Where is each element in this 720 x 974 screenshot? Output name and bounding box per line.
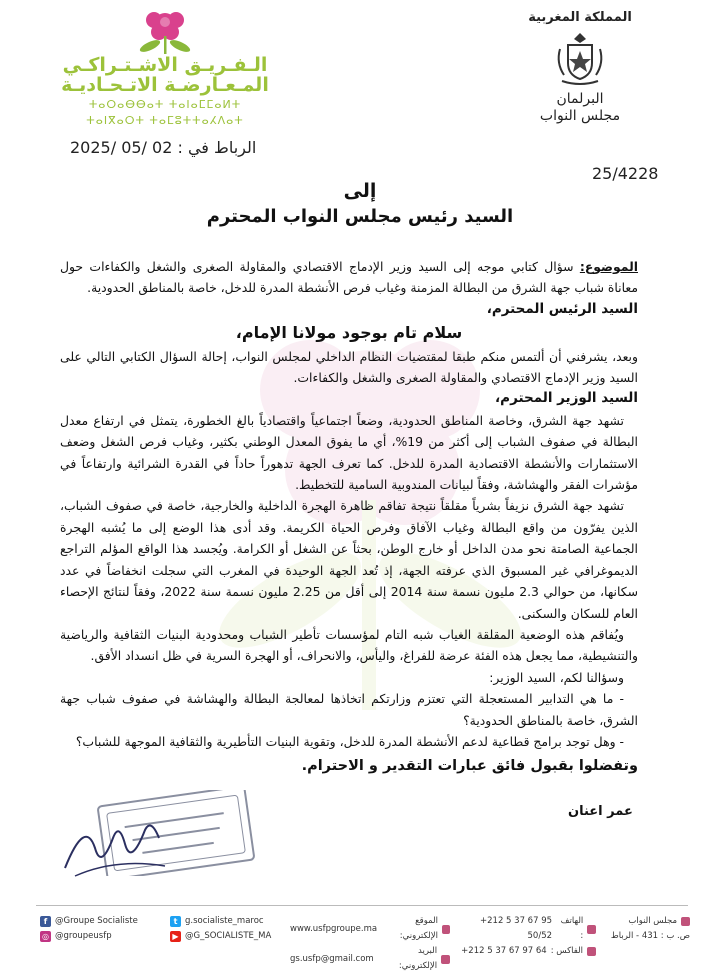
website-label: الموقع الإلكتروني: xyxy=(399,916,438,941)
twitter-icon: t xyxy=(170,916,181,927)
coat-of-arms-icon xyxy=(550,29,610,89)
footer-phone xyxy=(456,914,596,959)
fax-number: +212 5 37 67 97 64 xyxy=(461,946,547,956)
subject-paragraph xyxy=(60,256,638,299)
rose-icon xyxy=(130,8,200,54)
address-line-2: ص. ب : 431 - الرباط xyxy=(610,931,690,941)
social-youtube[interactable]: ▶ @G_SOCIALISTE_MA xyxy=(170,929,290,944)
question-1: - ما هي التدابير المستعجلة التي تعتزم وزارتكم اتخاذها لمعالجة البطالة والهشاشة في صفوف شباب جهة الشرق، خاصة بالمناطق الحدودية؟ xyxy=(60,691,638,728)
footer-social xyxy=(40,914,190,944)
party-tifinagh-1: ⵜⴰⵔⴰⴱⴱⴰⵜ ⵜⴰⵏⴰⵎⵎⴰⵍⵜ xyxy=(88,97,242,111)
youtube-icon: ▶ xyxy=(170,931,181,942)
facebook-icon: f xyxy=(40,916,51,927)
closing-line: وتفضلوا بقبول فائق عبارات التقدير و الاحترام. xyxy=(301,758,638,775)
signature-icon xyxy=(55,808,175,888)
parliament-name: البرلمان xyxy=(556,91,604,107)
date-prefix: الرباط في : xyxy=(177,138,257,157)
question-intro: وسؤالنا لكم، السيد الوزير: xyxy=(489,669,624,685)
question-2: - وهل توجد برامج قطاعية لدعم الأنشطة المدرة للدخل، وتقوية البنيات التأطيرية والثقافية الموجهة للشباب؟ xyxy=(75,733,624,749)
parliament-header xyxy=(520,10,640,125)
salutation-minister: السيد الوزير المحترم، xyxy=(495,390,638,407)
email-link[interactable]: gs.usfp@gmail.com xyxy=(290,953,374,964)
house-of-representatives-name: مجلس النواب xyxy=(539,107,621,124)
recipient: السيد رئيس مجلس النواب المحترم xyxy=(206,206,514,227)
salutation-president: السيد الرئيس المحترم، xyxy=(486,300,638,317)
party-subtitle: المـعـارضـة الاتـحـاديـة xyxy=(61,73,269,96)
salam-line: سلام تام بوجود مولانا الإمام، xyxy=(235,323,463,343)
footer-web xyxy=(290,914,450,974)
footer-social-2 xyxy=(170,914,290,944)
party-name: الـفـريـق الاشـتـراكـي xyxy=(62,54,268,76)
social-instagram[interactable]: ◎ @groupeusfp xyxy=(42,931,112,941)
subject-text: سؤال كتابي موجه إلى السيد وزير الإدماج الاقتصادي والمقاولة الصغرى والشغل والكفاءات حول معاناة شباب جهة الشرق من البطالة المزمنة وغياب فرص الأنشطة المدرة للدخل، خاصة بالمناطق الحدودية. xyxy=(60,259,638,296)
phone-label: الهاتف : xyxy=(560,916,584,941)
social-facebook[interactable]: f @Groupe Socialiste xyxy=(40,914,190,929)
fax-label: الفاكس : xyxy=(550,946,583,956)
reference-number: 25/4228 xyxy=(592,164,659,183)
location-icon xyxy=(681,917,690,926)
website-link[interactable]: www.usfpgroupe.ma xyxy=(290,923,378,934)
email-icon xyxy=(441,955,450,964)
phone-number: +212 5 37 67 95 50/52 xyxy=(480,916,553,941)
subject-label: الموضوع: xyxy=(579,259,638,274)
to-label: إلى xyxy=(343,180,377,202)
signer-name: عمر اعنان xyxy=(568,804,633,819)
paragraph-1: تشهد جهة الشرق، وخاصة المناطق الحدودية، وضعاً اجتماعياً واقتصادياً بالغ الخطورة، يتمثل في ارتفاع معدل البطالة في صفوف الشباب إلى أكثر من 19%، أي ما يفوق المعدل الوطني بكثير، وغياب فرص الشغل وضعف الاستثمارات والأنشطة الاقتصادية المدرة للدخل. كما تعرف الجهة تدهوراً حاداً في القدرة الشرائية وارتفاعاً في مؤشرات الفقر والهشاشة، وفقاً لبيانات المندوبية السامية للتخطيط. xyxy=(60,412,638,493)
kingdom-label: المملكة المغربية xyxy=(528,10,632,25)
date-line xyxy=(70,138,256,157)
letter-body xyxy=(60,256,638,778)
globe-icon xyxy=(442,925,450,934)
fax-icon xyxy=(587,947,596,956)
address-line-1: مجلس النواب xyxy=(628,916,677,926)
footer-divider xyxy=(36,905,688,906)
party-tifinagh-2: ⵜⴰⵏⴳⴰⵔⵜ ⵜⴰⵎⵓⵜⵜⴰⵃⴷⴰⵜ xyxy=(86,113,244,127)
email-label: البريد الإلكتروني: xyxy=(398,946,438,971)
social-twitter[interactable]: t g.socialiste_maroc xyxy=(170,914,290,929)
instagram-icon: ◎ xyxy=(40,931,51,942)
paragraph-2: تشهد جهة الشرق نزيفاً بشرياً مقلقاً نتيجة تفاقم ظاهرة الهجرة الداخلية والخارجية، خاصة في صفوف الشباب، الذين يفرّون من واقع البطالة وغياب الآفاق وفرص الحياة الكريمة. وقد أدى هذا الوضع إلى ما يُشبه الهجرة الجماعية الصامتة نحو مدن الداخل أو خارج الوطن، بحثاً عن الشغل أو الكرامة. ويُجسد هذا الواقع المؤلم التراجع الديموغرافي غير المسبوق الذي عرفته الجهة، إذ تُعد الجهة الوحيدة في المغرب التي سجلت انخفاضاً في عدد سكانها، من حوالي 2.3 مليون نسمة سنة 2014 إلى أقل من 2.25 مليون نسمة سنة 2022، وفقاً لنتائج الإحصاء العام للسكان والسكنى. xyxy=(60,498,638,621)
phone-icon xyxy=(587,925,596,934)
footer-address xyxy=(610,914,690,944)
paragraph-3: ويُفاقم هذه الوضعية المقلقة الغياب شبه التام لمؤسسات تأطير الشباب ومحدودية البنيات الثقافية والرياضية والتنشيطية، مما يجعل هذه الفئة عرضة للفراغ، واليأس، والانحراف، أو الهجرة السرية في ظل انسداد الأفق. xyxy=(60,626,638,664)
party-logo xyxy=(60,8,270,127)
intro-paragraph: وبعد، يشرفني أن ألتمس منكم طبقا لمقتضيات النظام الداخلي لمجلس النواب، إحالة السؤال الكتابي التالي على السيد وزير الإدماج الاقتصادي والمقاولة الصغرى والشغل والكفاءات. xyxy=(60,348,638,386)
letter-date: 2025/ 05/ 02 xyxy=(70,138,173,157)
